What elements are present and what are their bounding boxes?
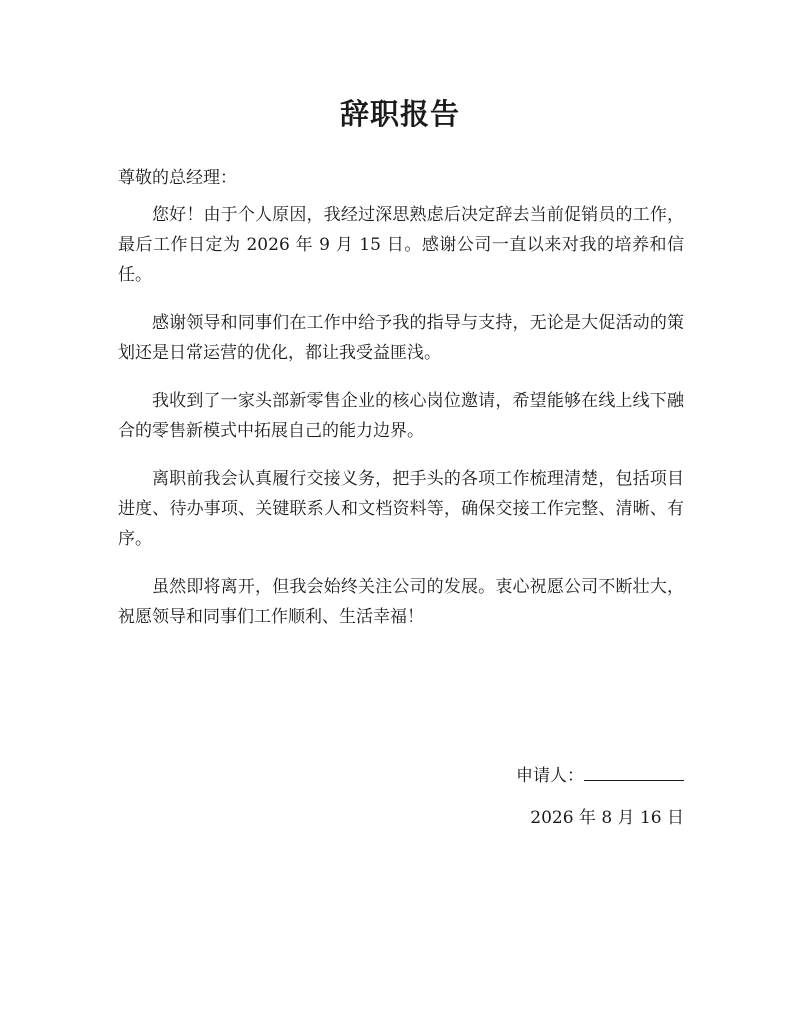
letter-date: 2026 年 8 月 16 日 <box>530 808 684 828</box>
signature-block <box>516 760 684 833</box>
paragraph-4: 离职前我会认真履行交接义务，把手头的各项工作梳理清楚，包括项目进度、待办事项、关键联系人和文档资料等，确保交接工作完整、清晰、有序。 <box>118 469 684 549</box>
paragraph-3: 我收到了一家头部新零售企业的核心岗位邀请，希望能够在线上线下融合的零售新模式中拓展自己的能力边界。 <box>118 391 684 441</box>
applicant-line <box>516 760 684 791</box>
letter-body <box>118 200 684 650</box>
salutation: 尊敬的总经理： <box>118 168 237 188</box>
signature-blank <box>584 760 684 781</box>
page-title: 辞职报告 <box>339 97 460 131</box>
paragraph-5: 虽然即将离开，但我会始终关注公司的发展。衷心祝愿公司不断壮大，祝愿领导和同事们工作顺利、生活幸福！ <box>118 577 684 627</box>
paragraph-2: 感谢领导和同事们在工作中给予我的指导与支持，无论是大促活动的策划还是日常运营的优化，都让我受益匪浅。 <box>118 313 684 363</box>
paragraph-1: 您好！由于个人原因，我经过深思熟虑后决定辞去当前促销员的工作，最后工作日定为 2026 年 9 月 15 日。感谢公司一直以来对我的培养和信任。 <box>118 205 684 285</box>
applicant-label: 申请人： <box>516 766 584 786</box>
